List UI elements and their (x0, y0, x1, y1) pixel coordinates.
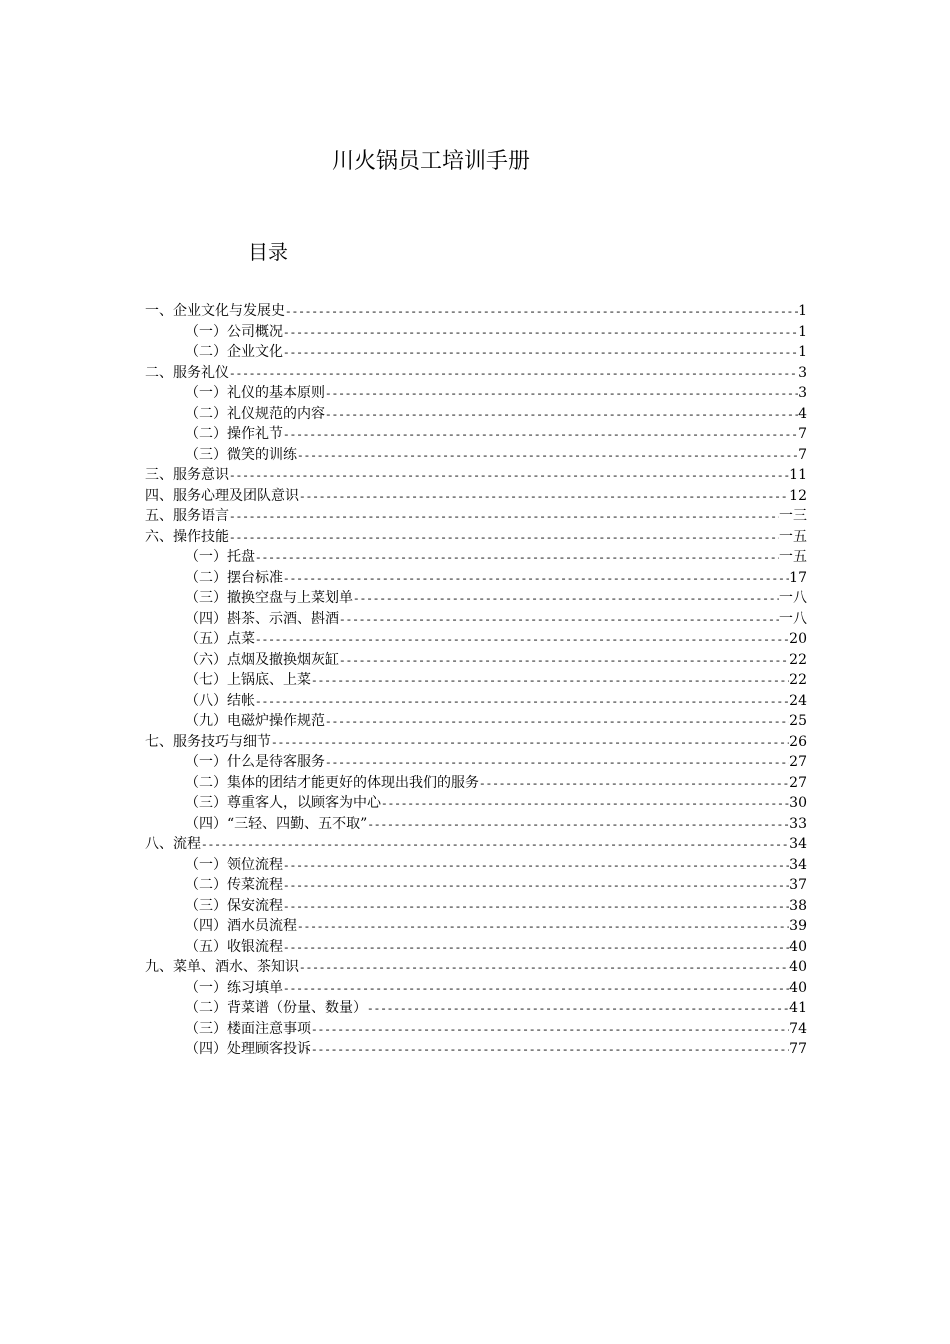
toc-entry[interactable] (145, 445, 807, 466)
toc-leader-dashes (283, 324, 798, 343)
toc-leader-dashes (283, 857, 789, 876)
toc-entry-title: （一）练习填单 (185, 979, 283, 996)
toc-leader-dashes (367, 1000, 789, 1019)
toc-leader-dashes (283, 877, 789, 896)
toc-entry[interactable] (145, 1019, 807, 1040)
toc-entry-page: 22 (789, 651, 807, 668)
toc-entry-page: 40 (789, 979, 807, 996)
toc-entry[interactable] (145, 1039, 807, 1060)
toc-entry-title: （一）什么是待客服务 (185, 754, 325, 770)
toc-leader-dashes (297, 447, 798, 466)
toc-entry-page: 3 (798, 364, 807, 381)
toc-entry-title: （三）保安流程 (185, 897, 283, 914)
toc-entry[interactable] (145, 383, 807, 404)
toc-entry[interactable] (145, 793, 807, 814)
toc-entry-title: （二）礼仪规范的内容 (185, 405, 325, 422)
toc-leader-dashes (311, 1041, 789, 1060)
toc-entry-page: 39 (789, 918, 807, 934)
toc-entry-page: 40 (789, 959, 807, 975)
toc-leader-dashes (325, 406, 798, 425)
toc-leader-dashes (229, 467, 789, 486)
toc-entry-page: 20 (789, 631, 807, 647)
toc-leader-dashes (285, 303, 798, 322)
toc-entry-page: 33 (789, 815, 807, 832)
toc-entry-page: 12 (789, 487, 807, 504)
toc-entry-title: 四、服务心理及团队意识 (145, 487, 299, 504)
toc-entry[interactable] (145, 568, 807, 589)
toc-entry-page: 34 (789, 836, 807, 852)
toc-entry-page: 30 (789, 795, 807, 811)
toc-leader-dashes (367, 816, 789, 835)
toc-entry-page: 7 (798, 426, 807, 442)
toc-entry-title: （一）礼仪的基本原则 (185, 385, 325, 401)
toc-entry-page: 一八 (779, 610, 807, 627)
toc-entry[interactable] (145, 752, 807, 773)
toc-leader-dashes (283, 344, 798, 363)
toc-entry-title: （二）企业文化 (185, 344, 283, 360)
toc-entry[interactable] (145, 711, 807, 732)
toc-leader-dashes (229, 365, 798, 384)
toc-entry[interactable] (145, 301, 807, 322)
toc-leader-dashes (353, 590, 779, 609)
toc-entry[interactable] (145, 424, 807, 445)
toc-entry[interactable] (145, 916, 807, 937)
toc-leader-dashes (325, 754, 789, 773)
toc-entry-page: 一五 (779, 549, 807, 565)
toc-leader-dashes (339, 611, 779, 630)
toc-entry-title: （二）操作礼节 (185, 426, 283, 442)
toc-leader-dashes (255, 549, 779, 568)
toc-heading: 目录 (248, 240, 288, 264)
toc-leader-dashes (201, 836, 789, 855)
toc-entry-title: （五）收银流程 (185, 938, 283, 955)
toc-leader-dashes (283, 939, 789, 958)
toc-entry-page: 38 (789, 897, 807, 914)
toc-entry-title: （四）处理顾客投诉 (185, 1041, 311, 1057)
toc-entry-page: 11 (789, 467, 807, 483)
toc-leader-dashes (283, 426, 798, 445)
toc-entry[interactable] (145, 691, 807, 712)
toc-leader-dashes (297, 918, 789, 937)
toc-entry-page: 40 (789, 938, 807, 955)
toc-entry-title: （五）点菜 (185, 631, 255, 647)
toc-entry-title: 三、服务意识 (145, 467, 229, 483)
toc-entry-title: （一）领位流程 (185, 856, 283, 873)
toc-entry[interactable] (145, 486, 807, 507)
toc-entry[interactable] (145, 937, 807, 958)
toc-leader-dashes (299, 959, 789, 978)
toc-entry-page: 4 (798, 405, 807, 422)
toc-entry-page: 37 (789, 877, 807, 893)
toc-entry-title: （二）背菜谱（份量、数量） (185, 1000, 367, 1016)
toc-leader-dashes (381, 795, 789, 814)
table-of-contents (145, 301, 807, 1060)
toc-entry[interactable] (145, 998, 807, 1019)
toc-entry-title: （二）集体的团结才能更好的体现出我们的服务 (185, 774, 479, 791)
toc-leader-dashes (271, 734, 789, 753)
toc-leader-dashes (283, 570, 789, 589)
toc-entry-page: 34 (789, 856, 807, 873)
toc-entry[interactable] (145, 896, 807, 917)
toc-leader-dashes (325, 385, 798, 404)
toc-entry[interactable] (145, 547, 807, 568)
toc-entry[interactable] (145, 465, 807, 486)
toc-entry-title: （三）尊重客人，以顾客为中心 (185, 795, 381, 811)
toc-entry[interactable] (145, 957, 807, 978)
toc-entry[interactable] (145, 322, 807, 343)
toc-entry-page: 一三 (779, 508, 807, 524)
toc-entry[interactable] (145, 875, 807, 896)
toc-entry[interactable] (145, 342, 807, 363)
toc-entry-page: 77 (789, 1041, 807, 1057)
toc-entry-page: 3 (798, 385, 807, 401)
toc-entry-title: （三）撤换空盘与上菜划单 (185, 590, 353, 606)
toc-entry-title: 六、操作技能 (145, 528, 229, 545)
toc-entry-page: 17 (789, 569, 807, 586)
toc-entry-page: 7 (798, 446, 807, 463)
toc-entry[interactable] (145, 814, 807, 835)
toc-entry-title: （二）传菜流程 (185, 877, 283, 893)
toc-entry-title: （一）托盘 (185, 549, 255, 565)
toc-entry-page: 一五 (779, 528, 807, 545)
toc-entry[interactable] (145, 732, 807, 753)
toc-entry[interactable] (145, 855, 807, 876)
toc-leader-dashes (229, 508, 779, 527)
toc-entry-title: （四）“三轻、四勤、五不取” (185, 815, 368, 832)
toc-entry-title: （一）公司概况 (185, 323, 283, 340)
toc-entry-title: 五、服务语言 (145, 508, 229, 524)
toc-entry-page: 74 (789, 1020, 807, 1037)
toc-entry-page: 22 (789, 672, 807, 688)
toc-entry-page: 24 (789, 692, 807, 709)
toc-entry-page: 27 (789, 774, 807, 791)
toc-entry[interactable] (145, 363, 807, 384)
toc-entry[interactable] (145, 404, 807, 425)
toc-leader-dashes (479, 775, 789, 794)
toc-leader-dashes (325, 713, 789, 732)
toc-leader-dashes (299, 488, 789, 507)
toc-entry-title: 一、企业文化与发展史 (145, 303, 285, 319)
toc-entry-title: 七、服务技巧与细节 (145, 733, 271, 750)
toc-leader-dashes (229, 529, 779, 548)
toc-leader-dashes (311, 1021, 789, 1040)
toc-entry-page: 1 (798, 303, 807, 319)
toc-entry[interactable] (145, 588, 807, 609)
toc-entry[interactable] (145, 629, 807, 650)
toc-entry-title: （三）楼面注意事项 (185, 1020, 311, 1037)
toc-entry-page: 1 (798, 344, 807, 360)
toc-entry-title: （八）结帐 (185, 692, 255, 709)
toc-entry-page: 41 (789, 1000, 807, 1016)
toc-entry[interactable] (145, 978, 807, 999)
toc-entry[interactable] (145, 773, 807, 794)
toc-entry[interactable] (145, 609, 807, 630)
toc-entry-page: 26 (789, 733, 807, 750)
toc-entry-page: 27 (789, 754, 807, 770)
toc-leader-dashes (255, 693, 789, 712)
toc-entry-title: （九）电磁炉操作规范 (185, 713, 325, 729)
toc-entry-page: 25 (789, 713, 807, 729)
toc-entry-title: （三）微笑的训练 (185, 446, 297, 463)
toc-entry[interactable] (145, 834, 807, 855)
toc-leader-dashes (283, 898, 789, 917)
toc-entry-title: （六）点烟及撤换烟灰缸 (185, 651, 339, 668)
toc-entry[interactable] (145, 527, 807, 548)
toc-leader-dashes (255, 631, 789, 650)
toc-entry-title: （二）摆台标准 (185, 569, 283, 586)
toc-entry-title: 八、流程 (145, 836, 201, 852)
toc-entry[interactable] (145, 670, 807, 691)
toc-leader-dashes (311, 672, 789, 691)
toc-entry-title: （七）上锅底、上菜 (185, 672, 311, 688)
toc-entry-page: 一八 (779, 590, 807, 606)
toc-leader-dashes (283, 980, 789, 999)
toc-entry[interactable] (145, 650, 807, 671)
toc-leader-dashes (339, 652, 789, 671)
toc-entry-title: 二、服务礼仪 (145, 364, 229, 381)
toc-entry-title: （四）酒水员流程 (185, 918, 297, 934)
toc-entry-title: 九、菜单、酒水、茶知识 (145, 959, 299, 975)
toc-entry-title: （四）斟茶、示酒、斟酒 (185, 610, 339, 627)
document-title: 川火锅员工培训手册 (331, 149, 530, 174)
toc-entry-page: 1 (798, 323, 807, 340)
toc-entry[interactable] (145, 506, 807, 527)
